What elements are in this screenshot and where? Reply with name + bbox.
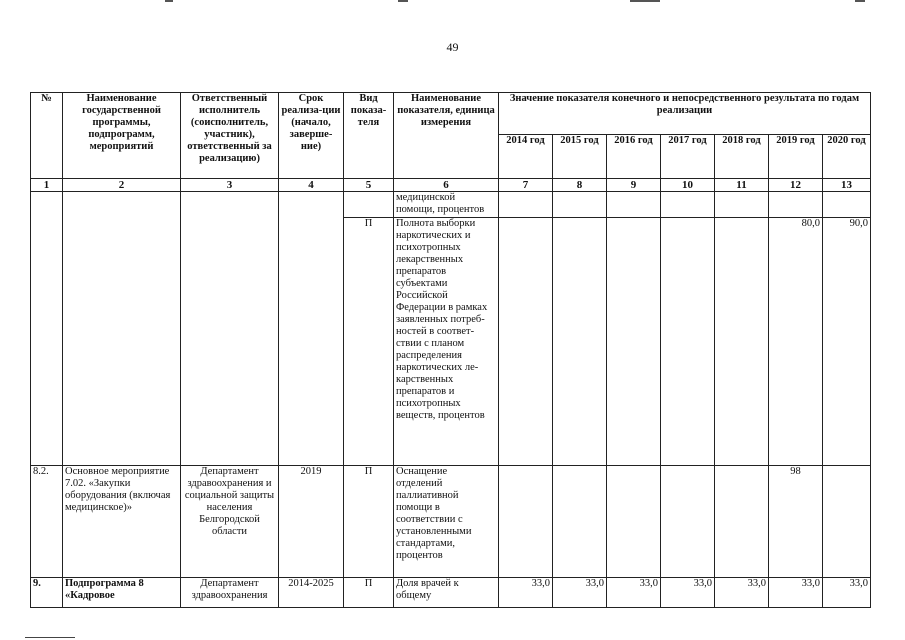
row-value: [553, 466, 607, 578]
row-term: [279, 192, 344, 466]
header-num: №: [31, 93, 63, 179]
row-value: 80,0: [769, 218, 823, 466]
row-value: [661, 218, 715, 466]
row-value: [607, 466, 661, 578]
indicators-table: [30, 92, 871, 608]
header-year: 2018 год: [715, 135, 769, 179]
header-program-name: Наименование государственной программы, подпрограмм, мероприятий: [63, 93, 181, 179]
row-term: 2019: [279, 466, 344, 578]
row-type: П: [344, 578, 394, 608]
row-value: 33,0: [661, 578, 715, 608]
row-name: Подпрограмма 8 «Кадровое: [63, 578, 181, 608]
header-indicator-name: Наименование показателя, единица измерения: [394, 93, 499, 179]
column-number: 2: [63, 179, 181, 192]
row-value: 33,0: [553, 578, 607, 608]
row-indicator: Доля врачей к общему: [394, 578, 499, 608]
row-name: Основное мероприятие 7.02. «Закупки оборудования (включая медицинское)»: [63, 466, 181, 578]
row-num: [31, 192, 63, 466]
page-number: 49: [446, 40, 459, 54]
row-num: 9.: [31, 578, 63, 608]
row-executor: [181, 192, 279, 466]
column-number: 3: [181, 179, 279, 192]
row-value: [607, 192, 661, 218]
scan-artifact: [25, 637, 75, 638]
column-number: 1: [31, 179, 63, 192]
table-row: [31, 578, 871, 608]
row-value: [715, 218, 769, 466]
column-number-row: [31, 179, 871, 192]
scan-artifact: [630, 0, 660, 2]
header-year: 2016 год: [607, 135, 661, 179]
column-number: 7: [499, 179, 553, 192]
row-value: [607, 218, 661, 466]
column-number: 6: [394, 179, 499, 192]
column-number: 9: [607, 179, 661, 192]
row-num: 8.2.: [31, 466, 63, 578]
row-value: [769, 192, 823, 218]
row-value: 33,0: [499, 578, 553, 608]
row-value: [499, 192, 553, 218]
row-term: 2014-2025: [279, 578, 344, 608]
row-value: 33,0: [607, 578, 661, 608]
row-value: 33,0: [715, 578, 769, 608]
table-row: [31, 192, 871, 218]
scan-artifact: [165, 0, 173, 2]
row-indicator: медицинской помощи, процентов: [394, 192, 499, 218]
header-year: 2017 год: [661, 135, 715, 179]
row-type: П: [344, 466, 394, 578]
row-value: [553, 192, 607, 218]
row-executor: Департамент здравоохранения и социальной защиты населения Белгородской области: [181, 466, 279, 578]
scan-artifact: [855, 0, 865, 2]
column-number: 4: [279, 179, 344, 192]
header-year: 2019 год: [769, 135, 823, 179]
column-number: 8: [553, 179, 607, 192]
row-type: [344, 192, 394, 218]
header-year: 2015 год: [553, 135, 607, 179]
row-value: [661, 466, 715, 578]
row-value: [499, 466, 553, 578]
column-number: 10: [661, 179, 715, 192]
row-value: 33,0: [823, 578, 871, 608]
row-value: [715, 192, 769, 218]
header-executor: Ответственный исполнитель (соисполнитель, участник), ответственный за реализацию): [181, 93, 279, 179]
scan-artifact: [398, 0, 408, 2]
row-name: [63, 192, 181, 466]
row-executor: Департамент здравоохранения: [181, 578, 279, 608]
row-value: [553, 218, 607, 466]
header-year: 2014 год: [499, 135, 553, 179]
row-value: 90,0: [823, 218, 871, 466]
row-value: [661, 192, 715, 218]
row-value: [499, 218, 553, 466]
header-values-group: Значение показателя конечного и непосредственного результата по годам реализации: [499, 93, 871, 135]
column-number: 5: [344, 179, 394, 192]
column-number: 12: [769, 179, 823, 192]
header-term: Срок реализа-ции (начало, заверше-ние): [279, 93, 344, 179]
header-indicator-type: Вид показа-теля: [344, 93, 394, 179]
column-number: 11: [715, 179, 769, 192]
row-value: [715, 466, 769, 578]
column-number: 13: [823, 179, 871, 192]
row-value: 33,0: [769, 578, 823, 608]
row-value: [823, 192, 871, 218]
table-row: [31, 466, 871, 578]
header-year: 2020 год: [823, 135, 871, 179]
row-value: [823, 466, 871, 578]
row-indicator: Оснащение отделений паллиативной помощи в соответствии с установленными стандартами, процентов: [394, 466, 499, 578]
row-type: П: [344, 218, 394, 466]
row-value: 98: [769, 466, 823, 578]
row-indicator: Полнота выборки наркотических и психотропных лекарственных препаратов субъектами Российской Федерации в рамках заявленных потреб-ностей в соответ-ствии с планом распределения наркотических ле-карственных препаратов и психотропных веществ, процентов: [394, 218, 499, 466]
